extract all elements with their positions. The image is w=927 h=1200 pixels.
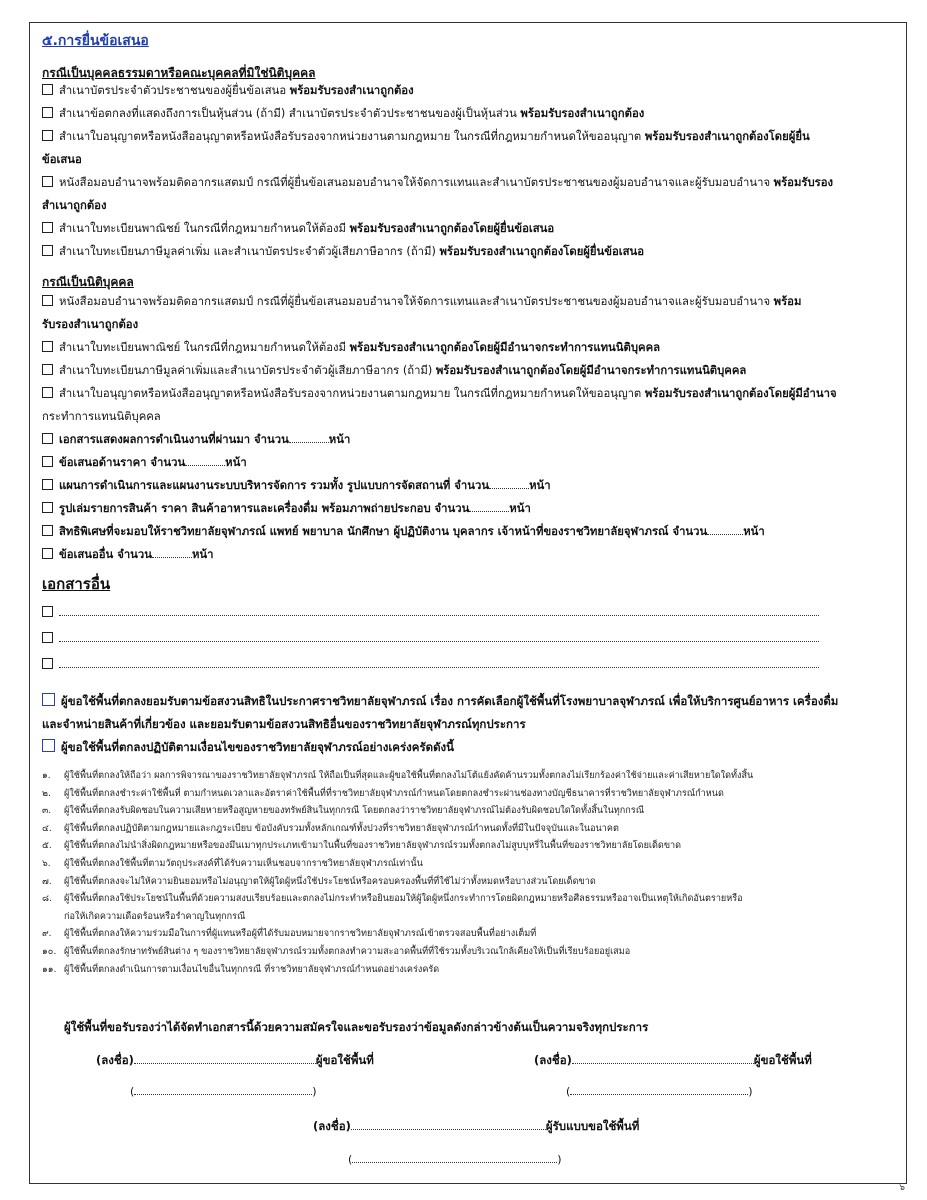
signature-field[interactable]	[351, 1119, 546, 1130]
condition-item: ๘. ผู้ใช้พื้นที่ตกลงใช้ประโยชน์ในพื้นที่ด้วยความสงบเรียบร้อยและตกลงไม่กระทำหรือยินยอมให้ผู้ใดผู้หนึ่งกระทำการโดยผิดกฎหมายหรือศีลธรรมหรืออาจเป็นเหตุให้เกิดอันตรายหรือ	[42, 894, 743, 905]
checkbox[interactable]	[42, 479, 53, 490]
page-count-field[interactable]	[289, 432, 329, 443]
other-doc-field[interactable]	[59, 605, 819, 616]
individual-item-1: สำเนาบัตรประจำตัวประชาชนของผู้ยื่นข้อเสนอ พร้อมรับรองสำเนาถูกต้อง	[42, 79, 897, 102]
checkbox[interactable]	[42, 176, 53, 187]
checkbox[interactable]	[42, 456, 53, 467]
condition-item: ๖. ผู้ใช้พื้นที่ตกลงใช้พื้นที่ตามวัตถุประสงค์ที่ได้รับความเห็นชอบจากราชวิทยาลัยจุฬาภรณ์เท่านั้น	[42, 858, 423, 869]
other-doc-line-1	[42, 605, 819, 619]
condition-item: ๗. ผู้ใช้พื้นที่ตกลงจะไม่ให้ความยินยอมหรือไม่อนุญาตให้ผู้ใดผู้หนึ่งใช้ประโยชน์หรือครอบครองพื้นที่ที่ใช้ไม่ว่าทั้งหมดหรือบางส่วนโดยเด็ดขาด	[42, 876, 596, 887]
checkbox[interactable]	[42, 693, 55, 706]
checkbox[interactable]	[42, 295, 53, 306]
checkbox[interactable]	[42, 84, 53, 95]
condition-item-cont: ก่อให้เกิดความเดือดร้อนหรือรำคาญในทุกกรณี	[64, 911, 246, 922]
condition-item: ๒. ผู้ใช้พื้นที่ตกลงชำระค่าใช้พื้นที่ ตามกำหนดเวลาและอัตราค่าใช้พื้นที่ที่ราชวิทยาลัยจุฬาภรณ์กำหนดโดยตกลงชำระผ่านช่องทางบัญชีธนาคารที่ราชวิทยาลัยจุฬาภรณ์กำหนด	[42, 788, 724, 799]
juristic-list	[42, 290, 897, 566]
signature-field[interactable]	[572, 1053, 754, 1064]
signature-receiver: (ลงชื่อ) ผู้รับแบบขอใช้พื้นที่	[313, 1119, 640, 1133]
signature-applicant-2: (ลงชื่อ) ผู้ขอใช้พื้นที่	[534, 1053, 812, 1067]
signature-field[interactable]	[134, 1053, 316, 1064]
condition-item: ๓. ผู้ใช้พื้นที่ตกลงรับผิดชอบในความเสียหายหรือสูญหายของทรัพย์สินในทุกกรณี โดยตกลงว่าราชวิทยาลัยจุฬาภรณ์ไม่ต้องรับผิดชอบใดใดทั้งสิ้นในทุกกรณี	[42, 806, 645, 817]
name-field-2[interactable]: ( )	[566, 1085, 753, 1098]
certification-statement: ผู้ใช้พื้นที่ขอรับรองว่าได้จัดทำเอกสารนี้ด้วยความสมัครใจและขอรับรองว่าข้อมูลดังกล่าวข้างต้นเป็นความจริงทุกประการ	[64, 1020, 649, 1034]
checkbox[interactable]	[42, 245, 53, 256]
individual-item-2: สำเนาข้อตกลงที่แสดงถึงการเป็นหุ้นส่วน (ถ้ามี) สำเนาบัตรประจำตัวประชาชนของผู้เป็นหุ้นส่วน พร้อมรับรองสำเนาถูกต้อง	[42, 102, 897, 125]
checkbox[interactable]	[42, 739, 55, 752]
juristic-item-4-cont: กระทำการแทนนิติบุคคล	[42, 410, 161, 423]
acceptance-line-3: ผู้ขอใช้พื้นที่ตกลงปฏิบัติตามเงื่อนไขของราชวิทยาลัยจุฬาภรณ์อย่างเคร่งครัดดังนี้	[42, 736, 897, 759]
checkbox[interactable]	[42, 502, 53, 513]
other-doc-field[interactable]	[59, 631, 819, 642]
acceptance-line-1: ผู้ขอใช้พื้นที่ตกลงยอมรับตามข้อสงวนสิทธิในประกาศราชวิทยาลัยจุฬาภรณ์ เรื่อง การคัดเลือกผู้ใช้พื้นที่โรงพยาบาลจุฬาภรณ์ เพื่อให้บริการศูนย์อาหาร เครื่องดื่ม	[42, 690, 897, 713]
checkbox[interactable]	[42, 130, 53, 141]
page-item-1: เอกสารแสดงผลการดำเนินงานที่ผ่านมา จำนวน หน้า	[42, 428, 897, 451]
conditions-list	[42, 768, 897, 979]
checkbox[interactable]	[42, 525, 53, 536]
signature-applicant-1: (ลงชื่อ) ผู้ขอใช้พื้นที่	[96, 1053, 374, 1067]
juristic-heading: กรณีเป็นนิติบุคคล	[42, 275, 134, 289]
individual-item-5: สำเนาใบทะเบียนพาณิชย์ ในกรณีที่กฎหมายกำหนดให้ต้องมี พร้อมรับรองสำเนาถูกต้องโดยผู้ยื่นข้อเสนอ	[42, 217, 897, 240]
checkbox[interactable]	[42, 107, 53, 118]
page-number: ๖	[899, 1183, 905, 1193]
checkbox[interactable]	[42, 658, 53, 669]
individual-item-3-cont: ข้อเสนอ	[42, 153, 82, 166]
page-count-field[interactable]	[185, 455, 225, 466]
juristic-item-2: สำเนาใบทะเบียนพาณิชย์ ในกรณีที่กฎหมายกำหนดให้ต้องมี พร้อมรับรองสำเนาถูกต้องโดยผู้มีอำนาจกระทำการแทนนิติบุคคล	[42, 336, 897, 359]
page-count-field[interactable]	[152, 547, 192, 558]
juristic-item-1-cont: รับรองสำเนาถูกต้อง	[42, 318, 139, 331]
individual-item-4-cont: สำเนาถูกต้อง	[42, 199, 107, 212]
checkbox[interactable]	[42, 341, 53, 352]
juristic-item-4: สำเนาใบอนุญาตหรือหนังสืออนุญาตหรือหนังสือรับรองจากหน่วยงานตามกฎหมาย ในกรณีที่กฎหมายกำหนดให้ขออนุญาต พร้อมรับรองสำเนาถูกต้องโดยผู้มีอำนาจ	[42, 382, 897, 405]
section-title: ๕.การยื่นข้อเสนอ	[42, 33, 149, 49]
condition-item: ๑๑. ผู้ใช้พื้นที่ตกลงดำเนินการตามเงื่อนไขอื่นในทุกกรณี ที่ราชวิทยาลัยจุฬาภรณ์กำหนดอย่างเคร่งครัด	[42, 964, 440, 975]
checkbox[interactable]	[42, 548, 53, 559]
individual-item-4: หนังสือมอบอำนาจพร้อมติดอากรแสตมป์ กรณีที่ผู้ยื่นข้อเสนอมอบอำนาจให้จัดการแทนและสำเนาบัตรประชาชนของผู้มอบอำนาจและผู้รับมอบอำนาจ พร้อมรับรอง	[42, 171, 897, 194]
individual-heading: กรณีเป็นบุคคลธรรมดาหรือคณะบุคคลที่มิใช่นิติบุคคล	[42, 66, 316, 80]
condition-item: ๑๐. ผู้ใช้พื้นที่ตกลงรักษาทรัพย์สินต่าง ๆ ของราชวิทยาลัยจุฬาภรณ์รวมทั้งตกลงทำความสะอาดพื้นที่ที่ใช้รวมทั้งบริเวณใกล้เคียงให้เป็นที่เรียบร้อยอยู่เสมอ	[42, 946, 631, 957]
page-item-4: รูปเล่มรายการสินค้า ราคา สินค้าอาหารและเครื่องดื่ม พร้อมภาพถ่ายประกอบ จำนวน หน้า	[42, 497, 897, 520]
page-item-3: แผนการดำเนินการและแผนงานระบบบริหารจัดการ รวมทั้ง รูปแบบการจัดสถานที่ จำนวน หน้า	[42, 474, 897, 497]
page-item-6: ข้อเสนออื่น จำนวน หน้า	[42, 543, 897, 566]
page-item-2: ข้อเสนอด้านราคา จำนวน หน้า	[42, 451, 897, 474]
page-item-5: สิทธิพิเศษที่จะมอบให้ราชวิทยาลัยจุฬาภรณ์ แพทย์ พยาบาล นักศึกษา ผู้ปฏิบัติงาน บุคลากร เจ้าหน้าที่ของราชวิทยาลัยจุฬาภรณ์ จำนวน หน้า	[42, 520, 897, 543]
acceptance-block	[42, 690, 897, 759]
condition-item: ๔. ผู้ใช้พื้นที่ตกลงปฏิบัติตามกฎหมายและกฎระเบียบ ข้อบังคับรวมทั้งหลักเกณฑ์ทั้งปวงที่ราชวิทยาลัยจุฬาภรณ์กำหนดทั้งที่มีในปัจจุบันและในอนาคต	[42, 823, 619, 834]
checkbox[interactable]	[42, 632, 53, 643]
checkbox[interactable]	[42, 606, 53, 617]
page-count-field[interactable]	[469, 501, 509, 512]
other-doc-line-2	[42, 631, 819, 645]
individual-list	[42, 79, 897, 263]
individual-item-6: สำเนาใบทะเบียนภาษีมูลค่าเพิ่ม และสำเนาบัตรประจำตัวผู้เสียภาษีอากร (ถ้ามี) พร้อมรับรองสำเนาถูกต้องโดยผู้ยื่นข้อเสนอ	[42, 240, 897, 263]
page-count-field[interactable]	[707, 524, 743, 535]
checkbox[interactable]	[42, 433, 53, 444]
other-doc-line-3	[42, 657, 819, 671]
other-doc-field[interactable]	[59, 657, 819, 668]
condition-item: ๑. ผู้ใช้พื้นที่ตกลงให้ถือว่า ผลการพิจารณาของราชวิทยาลัยจุฬาภรณ์ ให้ถือเป็นที่สุดและผู้ขอใช้พื้นที่ตกลงไม่โต้แย้งคัดค้านรวมทั้งตกลงไม่เรียกร้องค่าใช้จ่ายและค่าเสียหายใดใดทั้งสิ้น	[42, 771, 754, 781]
other-docs-title: เอกสารอื่น	[42, 575, 111, 593]
name-field-3[interactable]: ( )	[348, 1153, 562, 1166]
condition-item: ๕. ผู้ใช้พื้นที่ตกลงไม่นำสิ่งผิดกฎหมายหรือของมึนเมาทุกประเภทเข้ามาในพื้นที่ของราชวิทยาลัยจุฬาภรณ์รวมทั้งตกลงไม่สูบบุหรี่ในพื้นที่ของราชวิทยาลัยโดยเด็ดขาด	[42, 841, 682, 852]
condition-item: ๙. ผู้ใช้พื้นที่ตกลงให้ความร่วมมือในการที่ผู้แทนหรือผู้ที่ได้รับมอบหมายจากราชวิทยาลัยจุฬาภรณ์เข้าตรวจสอบพื้นที่อย่างเต็มที่	[42, 929, 537, 940]
checkbox[interactable]	[42, 387, 53, 398]
juristic-item-3: สำเนาใบทะเบียนภาษีมูลค่าเพิ่มและสำเนาบัตรประจำตัวผู้เสียภาษีอากร (ถ้ามี) พร้อมรับรองสำเนาถูกต้องโดยผู้มีอำนาจกระทำการแทนนิติบุคคล	[42, 359, 897, 382]
individual-item-3: สำเนาใบอนุญาตหรือหนังสืออนุญาตหรือหนังสือรับรองจากหน่วยงานตามกฎหมาย ในกรณีที่กฎหมายกำหนดให้ขออนุญาต พร้อมรับรองสำเนาถูกต้องโดยผู้ยื่น	[42, 125, 897, 148]
acceptance-line-2: และจำหน่ายสินค้าที่เกี่ยวข้อง และยอมรับตามข้อสงวนสิทธิอื่นของราชวิทยาลัยจุฬาภรณ์ทุกประการ	[42, 717, 526, 731]
checkbox[interactable]	[42, 222, 53, 233]
juristic-item-1: หนังสือมอบอำนาจพร้อมติดอากรแสตมป์ กรณีที่ผู้ยื่นข้อเสนอมอบอำนาจให้จัดการแทนและสำเนาบัตรประชาชนของผู้มอบอำนาจและผู้รับมอบอำนาจ พร้อม	[42, 290, 897, 313]
page-count-field[interactable]	[489, 478, 529, 489]
checkbox[interactable]	[42, 364, 53, 375]
name-field-1[interactable]: ( )	[130, 1085, 317, 1098]
